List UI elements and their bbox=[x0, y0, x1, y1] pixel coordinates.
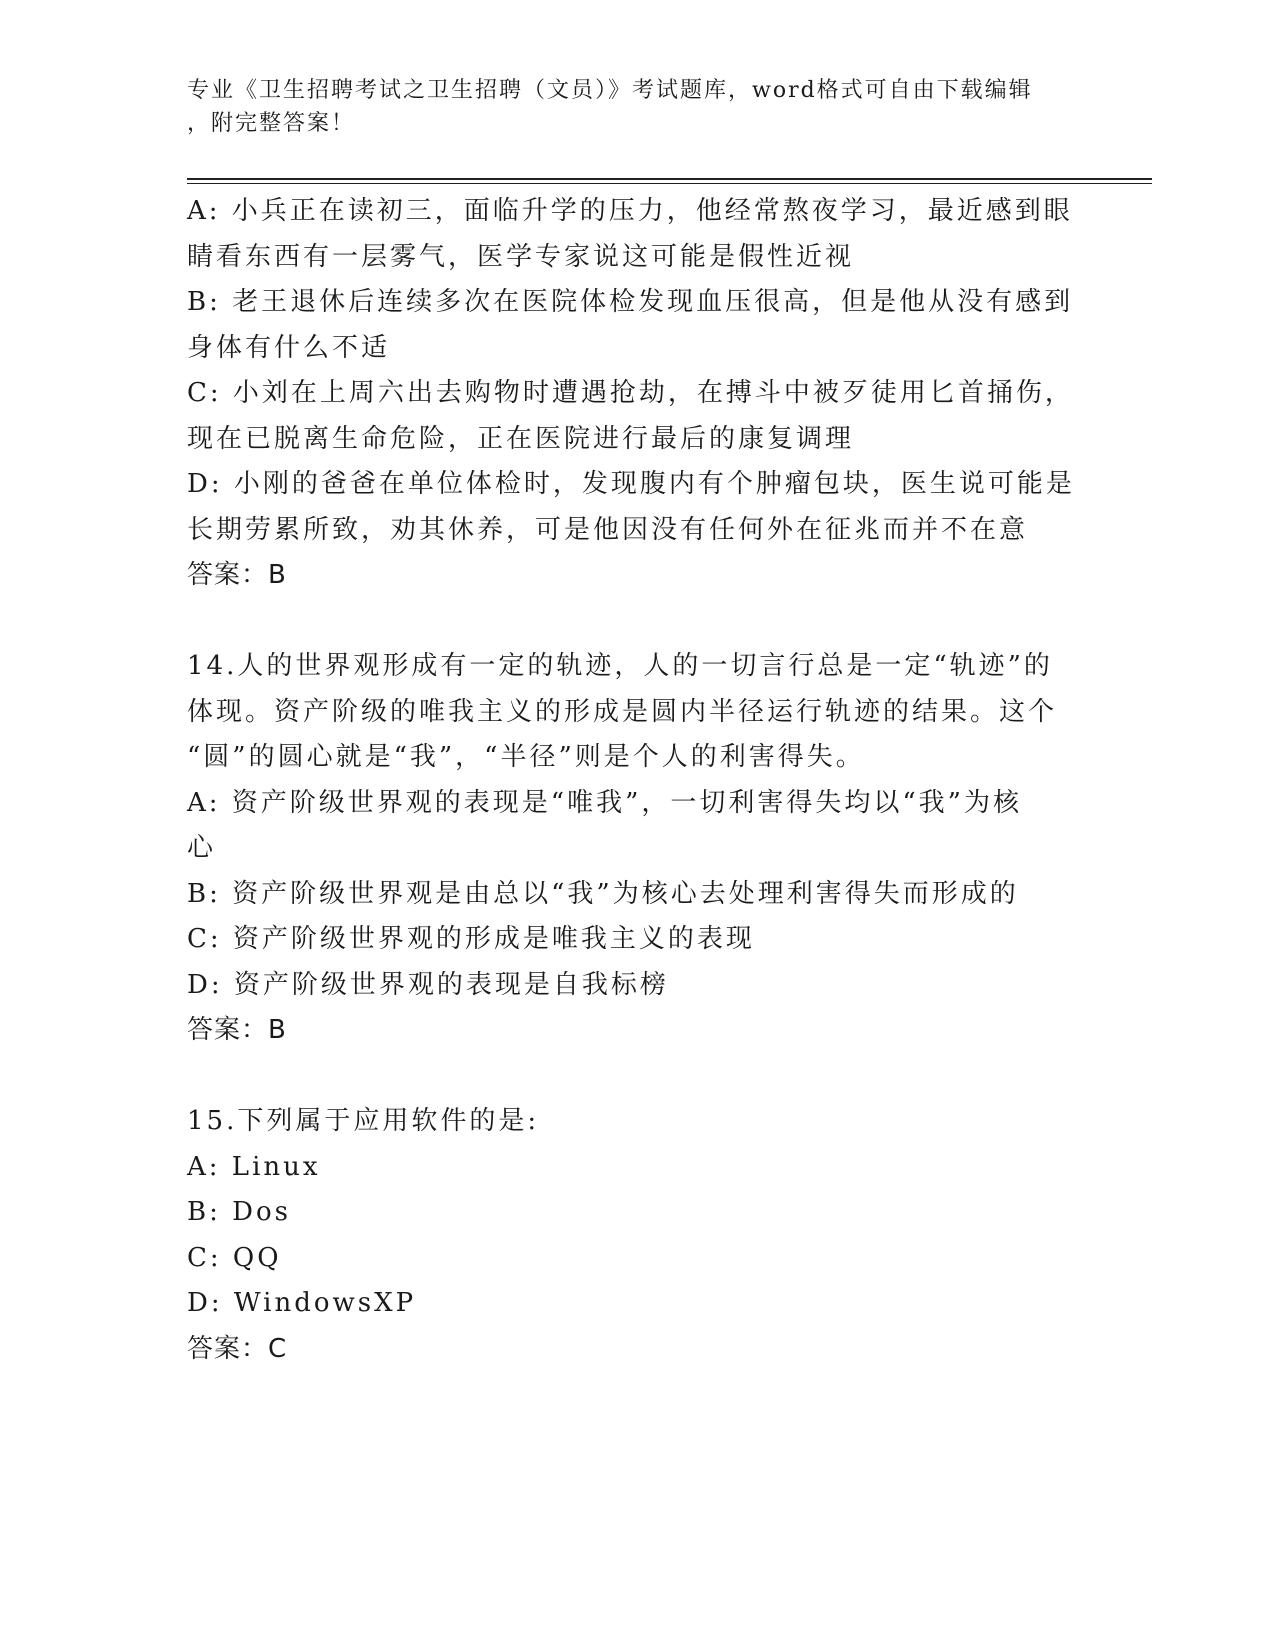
option-a: A: Linux bbox=[187, 1151, 321, 1182]
question-14 bbox=[187, 644, 1067, 1054]
answer-13: 答案：B bbox=[187, 560, 287, 590]
option-b: B: Dos bbox=[187, 1197, 291, 1227]
answer-14: 答案：B bbox=[187, 1015, 287, 1045]
header-rule-thin bbox=[187, 183, 1152, 184]
option-b: B: 资产阶级世界观是由总以“我”为核心去处理利害得失而形成的 bbox=[187, 878, 1019, 909]
question-13-options bbox=[187, 189, 1075, 599]
option-d-line-2: 长期劳累所致，劝其休养，可是他因没有任何外在征兆而并不在意 bbox=[187, 514, 1029, 545]
option-d-line-1: D: 小刚的爸爸在单位体检时，发现腹内有个肿瘤包块，医生说可能是 bbox=[187, 469, 1075, 499]
document-header bbox=[187, 74, 1067, 140]
option-c-line-2: 现在已脱离生命危险，正在医院进行最后的康复调理 bbox=[187, 423, 855, 454]
option-b-line-1: B: 老王退休后连续多次在医院体检发现血压很高，但是他从没有感到 bbox=[187, 287, 1074, 317]
header-line-2: ，附完整答案！ bbox=[187, 111, 356, 136]
question-stem-line-3: “圆”的圆心就是“我”，“半径”则是个人的利害得失。 bbox=[187, 742, 865, 772]
option-a-line-1: A: 资产阶级世界观的表现是“唯我”，一切利害得失均以“我”为核 bbox=[187, 787, 1022, 818]
option-b-line-2: 身体有什么不适 bbox=[187, 332, 391, 363]
answer-15: 答案：C bbox=[187, 1333, 288, 1364]
option-a-line-1: A: 小兵正在读初三，面临升学的压力，他经常熬夜学习，最近感到眼 bbox=[187, 196, 1073, 226]
question-stem-line-1: 14.人的世界观形成有一定的轨迹，人的一切言行总是一定“轨迹”的 bbox=[187, 651, 1053, 681]
option-d: D: 资产阶级世界观的表现是自我标榜 bbox=[187, 969, 669, 1000]
option-c: C: QQ bbox=[187, 1242, 282, 1273]
question-content bbox=[187, 189, 1075, 1372]
option-a-line-2: 心 bbox=[187, 833, 217, 863]
header-line-1: 专业《卫生招聘考试之卫生招聘（文员）》考试题库，word格式可自由下载编辑 bbox=[187, 78, 1033, 103]
question-15 bbox=[187, 1099, 1067, 1372]
option-c-line-1: C: 小刘在上周六出去购物时遭遇抢劫，在搏斗中被歹徒用匕首捅伤， bbox=[187, 378, 1074, 408]
spacer bbox=[187, 1054, 1067, 1100]
spacer bbox=[187, 599, 1067, 645]
question-stem: 15.下列属于应用软件的是: bbox=[187, 1106, 540, 1136]
option-c: C: 资产阶级世界观的形成是唯我主义的表现 bbox=[187, 924, 755, 954]
header-rule-thick bbox=[187, 178, 1152, 180]
option-d: D: WindowsXP bbox=[187, 1288, 417, 1318]
option-a-line-2: 睛看东西有一层雾气，医学专家说这可能是假性近视 bbox=[187, 241, 855, 272]
question-stem-line-2: 体现。资产阶级的唯我主义的形成是圆内半径运行轨迹的结果。这个 bbox=[187, 696, 1058, 727]
